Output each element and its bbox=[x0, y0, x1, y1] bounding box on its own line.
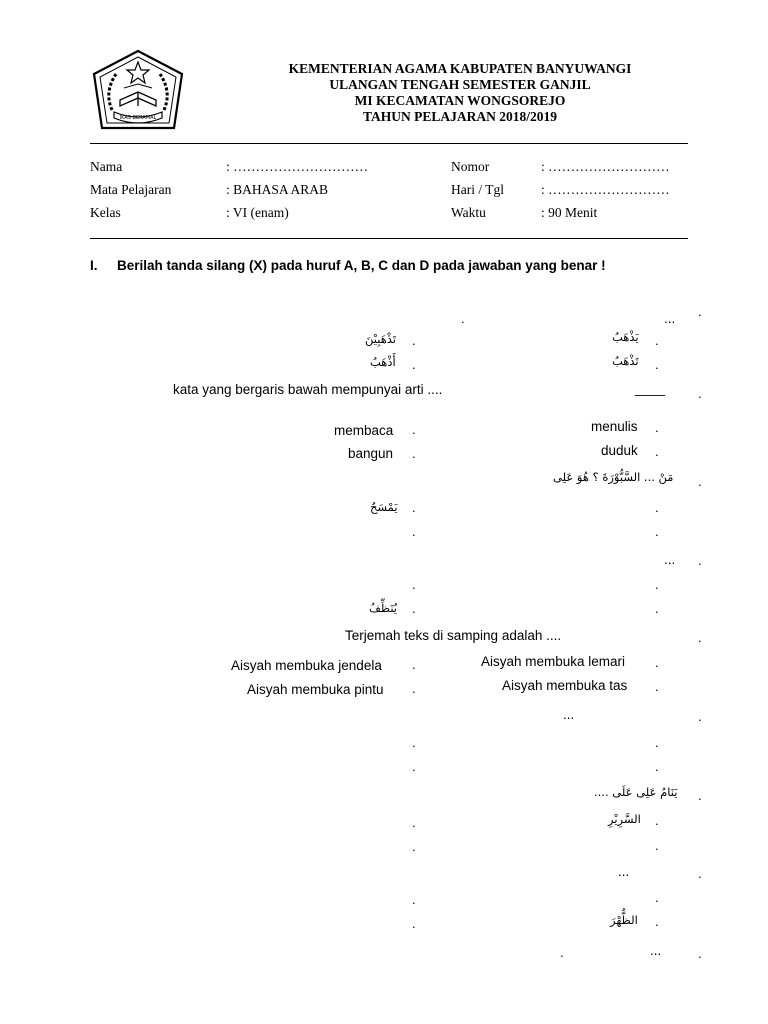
q5-option-d[interactable]: Aisyah membuka pintu bbox=[247, 682, 384, 697]
q7-option-c[interactable]: . bbox=[655, 838, 659, 853]
q5-option-c[interactable]: Aisyah membuka tas bbox=[502, 678, 628, 693]
header-line-1: KEMENTERIAN AGAMA KABUPATEN BANYUWANGI bbox=[288, 61, 632, 76]
q9-stem: ... bbox=[650, 943, 662, 958]
q5-option-a[interactable]: Aisyah membuka lemari bbox=[481, 654, 626, 669]
q6-option-b[interactable]: . bbox=[412, 735, 416, 750]
q7-number-dot: . bbox=[698, 788, 702, 803]
mapel-label: Mata Pelajaran bbox=[90, 182, 172, 197]
header-line-3: MI KECAMATAN WONGSOREJO bbox=[354, 93, 566, 108]
waktu-value: : 90 Menit bbox=[541, 205, 598, 220]
kelas-label: Kelas bbox=[90, 205, 121, 220]
q5-stem: Terjemah teks di samping adalah .... bbox=[345, 628, 562, 643]
q9-mid-dot: . bbox=[560, 945, 564, 960]
q3-stem: مَنْ ... السَّبُّوْرَةَ ؟ هُوَ عَلِى bbox=[553, 470, 674, 484]
q6-option-d[interactable]: . bbox=[412, 759, 416, 774]
q1-number-dot: . bbox=[698, 304, 702, 319]
q4-option-d[interactable]: يُنَظِّفُ bbox=[369, 601, 398, 615]
identity-divider bbox=[90, 238, 688, 239]
q4-number-dot: . bbox=[698, 553, 702, 568]
q9-number-dot: . bbox=[698, 946, 702, 961]
nomor-label: Nomor bbox=[451, 159, 490, 174]
mapel-value: : BAHASA ARAB bbox=[226, 182, 329, 197]
exam-page: IKAS BERAMAL KEMENTERIAN AGAMA KABUPATEN BANYUWANGI ULANGAN TENGAH SEMESTER GANJIL MI KECAMATAN WONGSOREJO TAHUN PELAJARAN 2018/2019 Nama : ………………………… Mata Pelajaran : BAHASA ARAB Kelas : VI (enam) Nomor : ……………………… Hari / Tgl : ……………………… Waktu : 90 Menit I. Berilah tanda silang (X) pada huruf A, B, C dan D pada jawaban yang benar ! . ... . يَذْهَبُ . تَذْهَبِيْنَ . تَذْهَبُ . أَذْهَبُ . . ____ kata yang bergaris bawah mempunyai arti .... menulis . membaca . duduk . bangun . . مَنْ ... السَّبُّوْرَةَ ؟ هُوَ عَلِى . يَمْسَحُ . . . . ... . . . يُنَظِّفُ . . Terjemah teks di samping adalah .... Aisyah membuka lemari . Aisyah membuka jendela . Aisyah membuka tas . Aisyah membuka pintu . . ... . . . . . يَنَامُ عَلِى عَلَى .... السَّرِيْرِ . . . . . ... . . الظُّهْرَ . . . ... . bbox=[0, 0, 768, 1024]
q2-underline: ____ bbox=[635, 381, 666, 396]
q3-option-a[interactable]: . bbox=[655, 500, 659, 515]
q2-stem: kata yang bergaris bawah mempunyai arti .... bbox=[173, 382, 443, 397]
q1-option-d[interactable]: أَذْهَبُ bbox=[370, 355, 396, 369]
q4-option-c[interactable]: . bbox=[655, 601, 659, 616]
q4-stem: ... bbox=[664, 552, 676, 567]
q8-option-c[interactable]: الظُّهْرَ bbox=[610, 913, 638, 927]
q5-option-b[interactable]: Aisyah membuka jendela bbox=[231, 658, 382, 673]
q2-number-dot: . bbox=[698, 386, 702, 401]
q5-number-dot: . bbox=[698, 630, 702, 645]
q7-option-b[interactable]: . bbox=[412, 815, 416, 830]
q2-option-d[interactable]: bangun bbox=[348, 446, 394, 461]
q1-option-c[interactable]: تَذْهَبُ bbox=[612, 354, 639, 368]
hari-label: Hari / Tgl bbox=[451, 182, 504, 197]
q8-option-b[interactable]: . bbox=[412, 892, 416, 907]
section-instruction: Berilah tanda silang (X) pada huruf A, B, C dan D pada jawaban yang benar ! bbox=[117, 258, 606, 273]
q3-option-d[interactable]: . bbox=[412, 524, 416, 539]
header-divider bbox=[90, 143, 688, 144]
section-number: I. bbox=[90, 258, 98, 273]
q3-option-b[interactable]: يَمْسَحُ bbox=[370, 500, 398, 514]
q8-option-d[interactable]: . bbox=[412, 916, 416, 931]
hari-field: : ……………………… bbox=[541, 182, 670, 197]
q3-option-c[interactable]: . bbox=[655, 524, 659, 539]
q2-option-c[interactable]: duduk bbox=[601, 443, 638, 458]
q4-option-a[interactable]: . bbox=[655, 577, 659, 592]
q1-mid-dot: . bbox=[461, 311, 465, 326]
q2-option-a[interactable]: menulis bbox=[591, 419, 638, 434]
q7-option-a[interactable]: السَّرِيْرِ bbox=[608, 812, 641, 826]
nomor-field: : ……………………… bbox=[541, 159, 670, 174]
q1-stem: ... bbox=[664, 311, 676, 326]
q6-stem: ... bbox=[563, 707, 575, 722]
kelas-value: : VI (enam) bbox=[226, 205, 289, 220]
svg-text:IKAS BERAMAL: IKAS BERAMAL bbox=[119, 115, 157, 121]
q6-option-a[interactable]: . bbox=[655, 735, 659, 750]
q8-option-a[interactable]: . bbox=[655, 890, 659, 905]
q7-stem: يَنَامُ عَلِى عَلَى .... bbox=[594, 785, 678, 799]
kemenag-logo-icon bbox=[90, 48, 186, 134]
nama-label: Nama bbox=[90, 159, 123, 174]
q3-number-dot: . bbox=[698, 474, 702, 489]
q1-option-a[interactable]: يَذْهَبُ bbox=[612, 330, 639, 344]
q6-number-dot: . bbox=[698, 709, 702, 724]
q2-option-b[interactable]: membaca bbox=[334, 423, 394, 438]
nama-field: : ………………………… bbox=[226, 159, 369, 174]
q1-option-b[interactable]: تَذْهَبِيْنَ bbox=[365, 332, 396, 346]
q8-stem: ... bbox=[618, 864, 630, 879]
header-line-4: TAHUN PELAJARAN 2018/2019 bbox=[362, 109, 557, 124]
header-line-2: ULANGAN TENGAH SEMESTER GANJIL bbox=[329, 77, 591, 92]
waktu-label: Waktu bbox=[451, 205, 486, 220]
q8-number-dot: . bbox=[698, 866, 702, 881]
q4-option-b[interactable]: . bbox=[412, 577, 416, 592]
q6-option-c[interactable]: . bbox=[655, 759, 659, 774]
q7-option-d[interactable]: . bbox=[412, 839, 416, 854]
